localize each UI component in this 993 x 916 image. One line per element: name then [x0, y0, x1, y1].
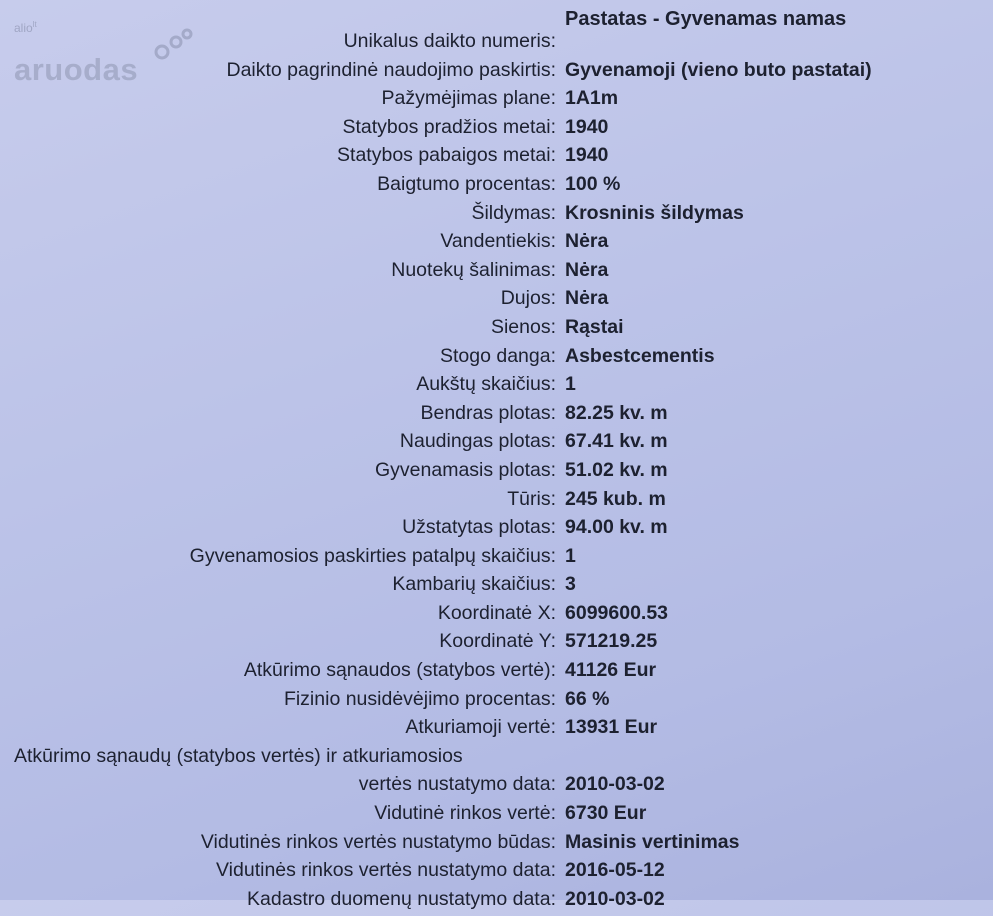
- detail-label: Vandentiekis:: [440, 230, 556, 253]
- detail-label: Stogo danga:: [439, 344, 556, 367]
- detail-label: vertės nustatymo data:: [358, 773, 556, 796]
- detail-row: [0, 773, 993, 802]
- aruodas-watermark-text: aruodas: [14, 52, 139, 87]
- detail-row: [0, 230, 993, 259]
- detail-row: [0, 716, 993, 745]
- detail-label: Baigtumo procentas:: [377, 172, 556, 195]
- alio-watermark-text: alio: [14, 21, 33, 35]
- detail-label: Aukštų skaičius:: [416, 373, 556, 396]
- detail-value: Nėra: [565, 230, 609, 253]
- detail-row: [0, 173, 993, 202]
- detail-label: Šildymas:: [471, 201, 556, 224]
- detail-row: [0, 87, 993, 116]
- detail-label: Dujos:: [500, 287, 556, 310]
- detail-label: Vidutinės rinkos vertės nustatymo būdas:: [200, 830, 556, 853]
- detail-label: Naudingas plotas:: [399, 430, 556, 453]
- detail-value: 2010-03-02: [565, 887, 665, 910]
- detail-label: Vidutinės rinkos vertės nustatymo data:: [216, 859, 556, 882]
- detail-label: Unikalus daikto numeris:: [343, 30, 556, 52]
- detail-row: [0, 202, 993, 231]
- alio-watermark-suffix: lt: [32, 20, 37, 29]
- detail-value: 66 %: [565, 687, 610, 710]
- detail-value: 94.00 kv. m: [565, 516, 668, 539]
- detail-value: 3: [565, 573, 576, 596]
- detail-row: [0, 430, 993, 459]
- detail-row: [0, 402, 993, 431]
- detail-row: [0, 144, 993, 173]
- detail-row: [0, 316, 993, 345]
- detail-row: [0, 802, 993, 831]
- detail-value: Gyvenamoji (vieno buto pastatai): [565, 58, 872, 81]
- detail-label: Atkuriamoji vertė:: [405, 716, 556, 739]
- detail-label: Tūris:: [507, 487, 556, 510]
- detail-value: 245 kub. m: [565, 487, 666, 510]
- detail-label: Koordinatė X:: [437, 601, 556, 624]
- detail-value: 571219.25: [565, 630, 658, 653]
- detail-label: Užstatytas plotas:: [402, 516, 556, 539]
- detail-value: Nėra: [565, 287, 609, 310]
- detail-label: Gyvenamosios paskirties patalpų skaičius:: [189, 544, 556, 567]
- detail-label: Sienos:: [490, 315, 556, 338]
- detail-label: Atkūrimo sąnaudų (statybos vertės) ir atkuriamosios: [14, 744, 463, 767]
- detail-row: [0, 859, 993, 888]
- detail-label: Gyvenamasis plotas:: [375, 458, 556, 481]
- detail-value: 41126 Eur: [565, 659, 657, 682]
- detail-label: Kadastro duomenų nustatymo data:: [247, 887, 556, 910]
- document-title: Pastatas - Gyvenamas namas: [565, 8, 847, 30]
- property-details-list: [0, 30, 993, 916]
- detail-label: Statybos pabaigos metai:: [337, 144, 556, 167]
- detail-label: Pažymėjimas plane:: [381, 87, 556, 110]
- detail-value: 6730 Eur: [565, 802, 647, 825]
- detail-value: 1: [565, 544, 576, 567]
- detail-value: Nėra: [565, 258, 609, 281]
- detail-value: Masinis vertinimas: [565, 830, 740, 853]
- detail-label: Fizinio nusidėvėjimo procentas:: [283, 687, 556, 710]
- detail-row: [0, 116, 993, 145]
- detail-value: Rąstai: [565, 315, 624, 338]
- detail-row: [0, 831, 993, 860]
- detail-value: 1A1m: [565, 87, 619, 110]
- detail-row: [0, 602, 993, 631]
- detail-row: [0, 287, 993, 316]
- detail-value: 100 %: [565, 172, 621, 195]
- detail-value: 1940: [565, 115, 609, 138]
- detail-label: Koordinatė Y:: [439, 630, 556, 653]
- detail-row: [0, 488, 993, 517]
- detail-label: Statybos pradžios metai:: [342, 115, 556, 138]
- detail-row: [0, 59, 993, 88]
- detail-row: [0, 373, 993, 402]
- detail-value: 1: [565, 373, 576, 396]
- detail-value: 82.25 kv. m: [565, 401, 668, 424]
- detail-value: 1940: [565, 144, 609, 167]
- detail-value: 51.02 kv. m: [565, 458, 668, 481]
- detail-value: 2016-05-12: [565, 859, 665, 882]
- detail-row: [0, 745, 993, 774]
- detail-row: [0, 630, 993, 659]
- detail-value: Krosninis šildymas: [565, 201, 744, 224]
- detail-value: Asbestcementis: [565, 344, 715, 367]
- detail-row: [0, 659, 993, 688]
- detail-label: Atkūrimo sąnaudos (statybos vertė):: [243, 659, 556, 682]
- detail-row: [0, 516, 993, 545]
- detail-label: Nuotekų šalinimas:: [391, 258, 556, 281]
- detail-value: 67.41 kv. m: [565, 430, 668, 453]
- detail-row: [0, 30, 993, 59]
- detail-label: Bendras plotas:: [420, 401, 556, 424]
- detail-label: Vidutinė rinkos vertė:: [374, 802, 556, 825]
- detail-row: [0, 688, 993, 717]
- detail-row: [0, 259, 993, 288]
- detail-value: 6099600.53: [565, 601, 669, 624]
- detail-row: [0, 888, 993, 916]
- detail-row: [0, 545, 993, 574]
- detail-value: 13931 Eur: [565, 716, 658, 739]
- detail-value: 2010-03-02: [565, 773, 665, 796]
- detail-row: [0, 345, 993, 374]
- detail-label: Kambarių skaičius:: [392, 573, 556, 596]
- detail-label: Daikto pagrindinė naudojimo paskirtis:: [226, 58, 556, 81]
- detail-row: [0, 459, 993, 488]
- detail-row: [0, 573, 993, 602]
